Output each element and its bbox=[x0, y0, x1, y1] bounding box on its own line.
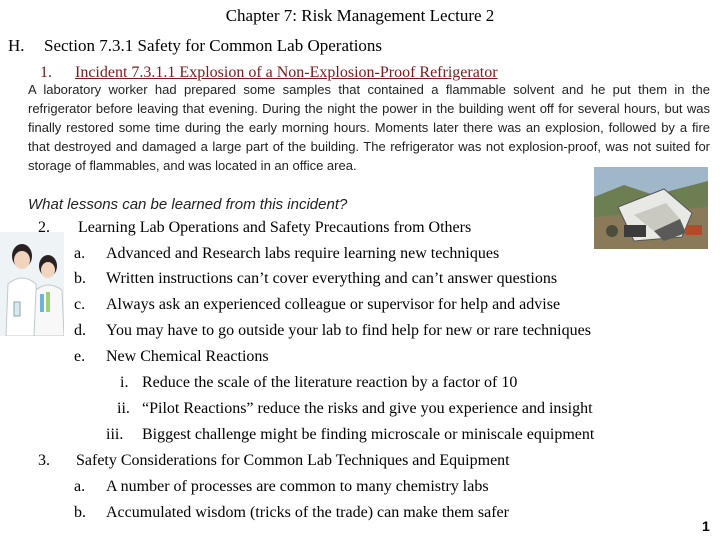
incident-marker: 1. bbox=[40, 64, 52, 81]
page-number: 1 bbox=[702, 518, 710, 534]
subitem-marker: iii. bbox=[106, 426, 124, 443]
incident-question: What lessons can be learned from this incident? bbox=[28, 196, 348, 213]
point2-marker: 2. bbox=[38, 219, 50, 236]
point2-item-marker: d. bbox=[74, 322, 86, 339]
point2-item-marker: c. bbox=[74, 296, 86, 313]
section-title: Section 7.3.1 Safety for Common Lab Operations bbox=[44, 36, 383, 55]
point2-item-text: Always ask an experienced colleague or supervisor for help and advise bbox=[106, 296, 561, 313]
point3-title: Safety Considerations for Common Lab Techniques and Equipment bbox=[76, 452, 510, 469]
slide-title: Chapter 7: Risk Management Lecture 2 bbox=[225, 6, 495, 25]
section-marker: H. bbox=[8, 36, 25, 55]
point2-item-text: New Chemical Reactions bbox=[106, 348, 269, 365]
point2-item-marker: e. bbox=[74, 348, 86, 365]
point2-item-marker: b. bbox=[74, 270, 86, 287]
damaged-refrigerator-photo bbox=[594, 167, 708, 249]
subitem-text: Biggest challenge might be finding microscale or miniscale equipment bbox=[142, 426, 595, 443]
subitem-text: “Pilot Reactions” reduce the risks and give you experience and insight bbox=[142, 400, 593, 417]
point2-item-text: Advanced and Research labs require learning new techniques bbox=[106, 245, 500, 262]
point3-item-text: A number of processes are common to many chemistry labs bbox=[106, 478, 489, 495]
point2-item-text: You may have to go outside your lab to find help for new or rare techniques bbox=[106, 322, 591, 339]
point2-item-marker: a. bbox=[74, 245, 86, 262]
point3-item-marker: a. bbox=[74, 478, 86, 495]
point3-item-text: Accumulated wisdom (tricks of the trade) can make them safer bbox=[106, 504, 509, 521]
point3-item-marker: b. bbox=[74, 504, 86, 521]
subitem-marker: ii. bbox=[117, 400, 130, 417]
point2-title: Learning Lab Operations and Safety Precautions from Others bbox=[78, 219, 472, 236]
lab-scientists-photo bbox=[0, 232, 64, 336]
incident-title: Incident 7.3.1.1 Explosion of a Non-Explosion-Proof Refrigerator bbox=[75, 64, 498, 81]
point2-item-text: Written instructions can’t cover everything and can’t answer questions bbox=[106, 270, 558, 287]
incident-description: A laboratory worker had prepared some samples that contained a flammable solvent and he put them in the refrigerator before leaving that evening. During the night the power in the building went off for several hours, but was finally restored some time during the early morning hours. Moments later there was an explosion, followed by a fire that destroyed and damaged a large part of the building. The refrigerator was not explosion-proof, was not suited for storage of flammables, and was located in an office area. bbox=[28, 82, 710, 173]
subitem-text: Reduce the scale of the literature reaction by a factor of 10 bbox=[142, 374, 518, 391]
subitem-marker: i. bbox=[120, 374, 129, 391]
point3-marker: 3. bbox=[38, 452, 50, 469]
